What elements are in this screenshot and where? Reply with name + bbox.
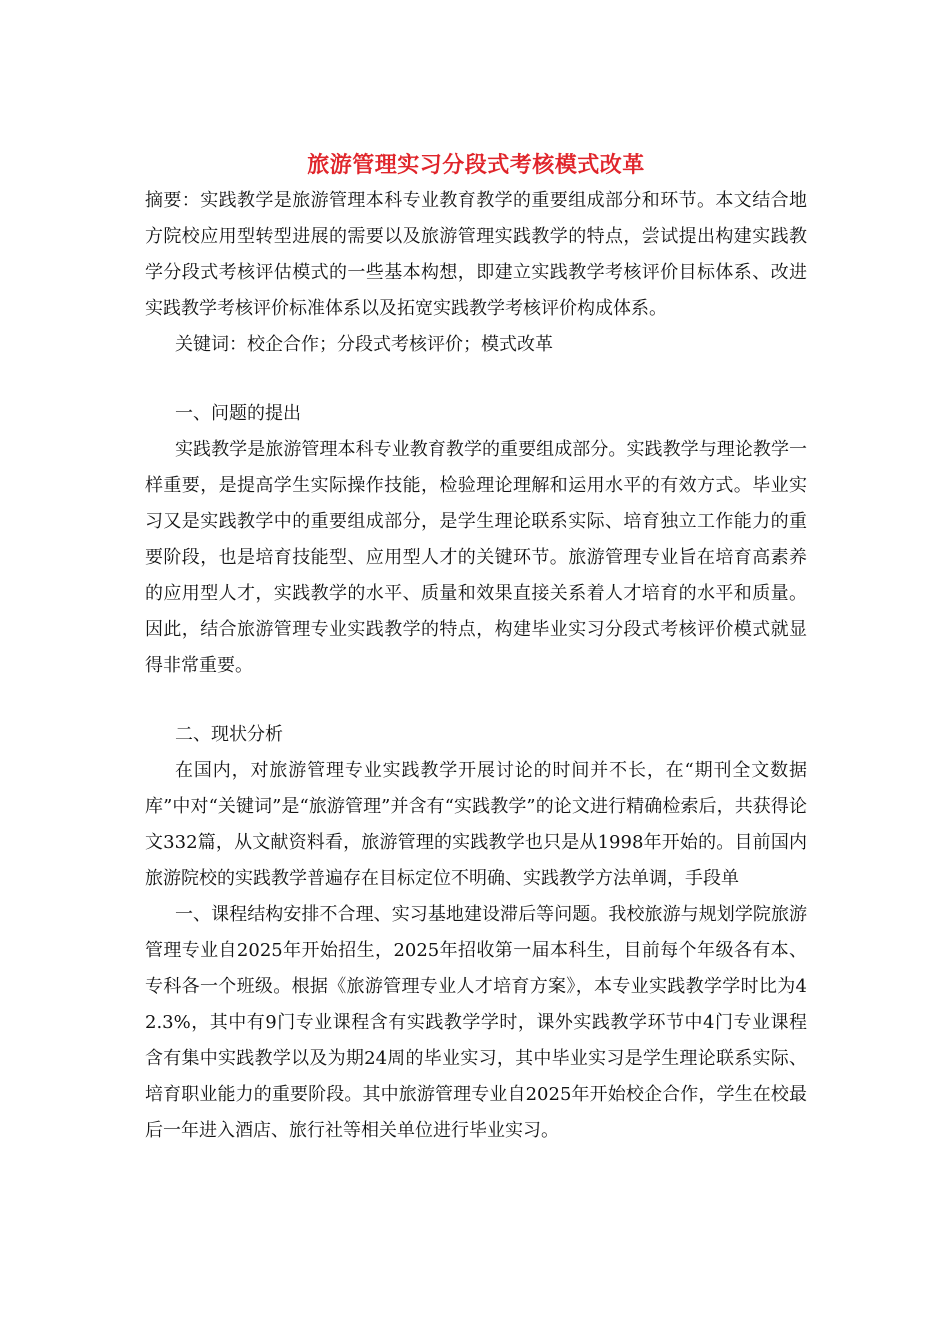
paragraph-spacer bbox=[145, 684, 807, 717]
paragraph-spacer bbox=[145, 363, 807, 396]
section-2-paragraph-1: 在国内，对旅游管理专业实践教学开展讨论的时间并不长，在“期刊全文数据库”中对“关键词”是“旅游管理”并含有“实践教学”的论文进行精确检索后，共获得论文332篇，从文献资料看，旅游管理的实践教学也只是从1998年开始的。目前国内旅游院校的实践教学普遍存在目标定位不明确、实践教学方法单调，手段单 bbox=[145, 760, 807, 889]
document-title: 旅游管理实习分段式考核模式改革 bbox=[307, 152, 645, 178]
section-1-paragraph: 实践教学是旅游管理本科专业教育教学的重要组成部分。实践教学与理论教学一样重要，是提高学生实际操作技能，检验理论理解和运用水平的有效方式。毕业实习又是实践教学中的重要组成部分，是学生理论联系实际、培育独立工作能力的重要阶段，也是培育技能型、应用型人才的关键环节。旅游管理专业旨在培育高素养的应用型人才，实践教学的水平、质量和效果直接关系着人才培育的水平和质量。因此，结合旅游管理专业实践教学的特点，构建毕业实习分段式考核评价模式就显得非常重要。 bbox=[145, 439, 807, 676]
keywords-line: 关键词：校企合作；分段式考核评价；模式改革 bbox=[175, 334, 553, 355]
abstract-paragraph: 摘要：实践教学是旅游管理本科专业教育教学的重要组成部分和环节。本文结合地方院校应用型转型进展的需要以及旅游管理实践教学的特点，尝试提出构建实践教学分段式考核评估模式的一些基本构想，即建立实践教学考核评价目标体系、改进实践教学考核评价标准体系以及拓宽实践教学考核评价构成体系。 bbox=[145, 190, 807, 319]
section-heading-1: 一、问题的提出 bbox=[175, 403, 301, 424]
document-page bbox=[145, 147, 807, 1149]
section-heading-2: 二、现状分析 bbox=[175, 724, 283, 745]
section-2-paragraph-2: 一、课程结构安排不合理、实习基地建设滞后等问题。我校旅游与规划学院旅游管理专业自2025年开始招生，2025年招收第一届本科生，目前每个年级各有本、专科各一个班级。根据《旅游管理专业人才培育方案》，本专业实践教学学时比为42.3%，其中有9门专业课程含有实践教学学时，课外实践教学环节中4门专业课程含有集中实践教学以及为期24周的毕业实习，其中毕业实习是学生理论联系实际、培育职业能力的重要阶段。其中旅游管理专业自2025年开始校企合作，学生在校最后一年进入酒店、旅行社等相关单位进行毕业实习。 bbox=[145, 904, 807, 1141]
